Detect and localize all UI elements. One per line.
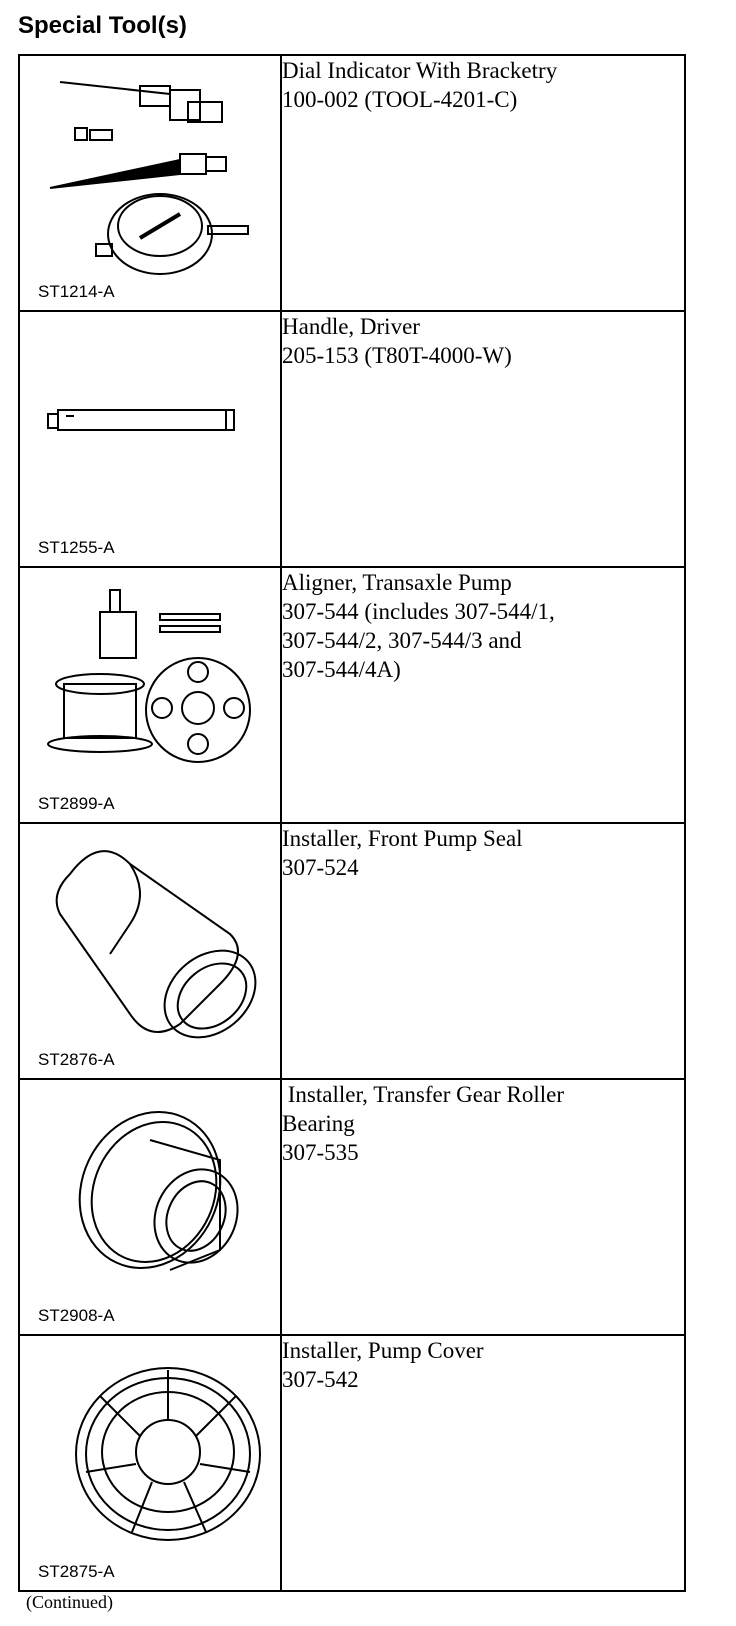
- tool-name: Dial Indicator With Bracketry: [282, 58, 558, 83]
- table-row: [19, 311, 685, 567]
- tool-number-continued: 307-544/4A): [282, 657, 401, 682]
- tool-illustration-cell: [19, 823, 281, 1079]
- tool-illustration-cell: [19, 567, 281, 823]
- tool-number: 100-002 (TOOL-4201-C): [282, 87, 518, 112]
- illustration-code: ST2899-A: [38, 794, 115, 813]
- tool-name: Installer, Transfer Gear Roller: [282, 1082, 565, 1107]
- tool-name: Aligner, Transaxle Pump: [282, 570, 512, 595]
- dial-indicator-illustration: [20, 56, 280, 310]
- tool-illustration-cell: [19, 311, 281, 567]
- illustration-code: ST1214-A: [38, 282, 115, 301]
- tool-number-continued: 307-544/2, 307-544/3 and: [282, 628, 522, 653]
- tool-description-cell: [281, 823, 685, 1079]
- illustration-code: ST2876-A: [38, 1050, 115, 1069]
- tool-number: 307-535: [282, 1140, 359, 1165]
- tool-description-cell: [281, 567, 685, 823]
- table-row: [19, 823, 685, 1079]
- tool-number: 307-524: [282, 855, 359, 880]
- tool-name: Installer, Front Pump Seal: [282, 826, 523, 851]
- illustration-code: ST2875-A: [38, 1562, 115, 1581]
- table-row: [19, 1335, 685, 1591]
- driver-handle-illustration: [20, 312, 280, 566]
- tool-illustration-cell: [19, 55, 281, 311]
- tool-name: Handle, Driver: [282, 314, 420, 339]
- illustration-code: ST1255-A: [38, 538, 115, 557]
- pump-cover-installer-illustration: [20, 1336, 280, 1590]
- pump-seal-installer-illustration: [20, 824, 280, 1078]
- table-row: [19, 1079, 685, 1335]
- special-tools-table: [18, 54, 686, 1592]
- continued-note: (Continued): [26, 1592, 113, 1612]
- tool-illustration-cell: [19, 1335, 281, 1591]
- tool-number: 307-544 (includes 307-544/1,: [282, 599, 555, 624]
- tool-description-cell: [281, 311, 685, 567]
- tool-illustration-cell: [19, 1079, 281, 1335]
- tool-description-cell: [281, 1079, 685, 1335]
- roller-bearing-installer-illustration: [20, 1080, 280, 1334]
- illustration-code: ST2908-A: [38, 1306, 115, 1325]
- tool-name-continued: Bearing: [282, 1111, 355, 1136]
- tool-description-cell: [281, 1335, 685, 1591]
- tool-number: 307-542: [282, 1367, 359, 1392]
- page-title: Special Tool(s): [18, 12, 187, 39]
- tool-description-cell: [281, 55, 685, 311]
- tool-number: 205-153 (T80T-4000-W): [282, 343, 512, 368]
- pump-aligner-illustration: [20, 568, 280, 822]
- table-row: [19, 567, 685, 823]
- tool-name: Installer, Pump Cover: [282, 1338, 484, 1363]
- table-row: [19, 55, 685, 311]
